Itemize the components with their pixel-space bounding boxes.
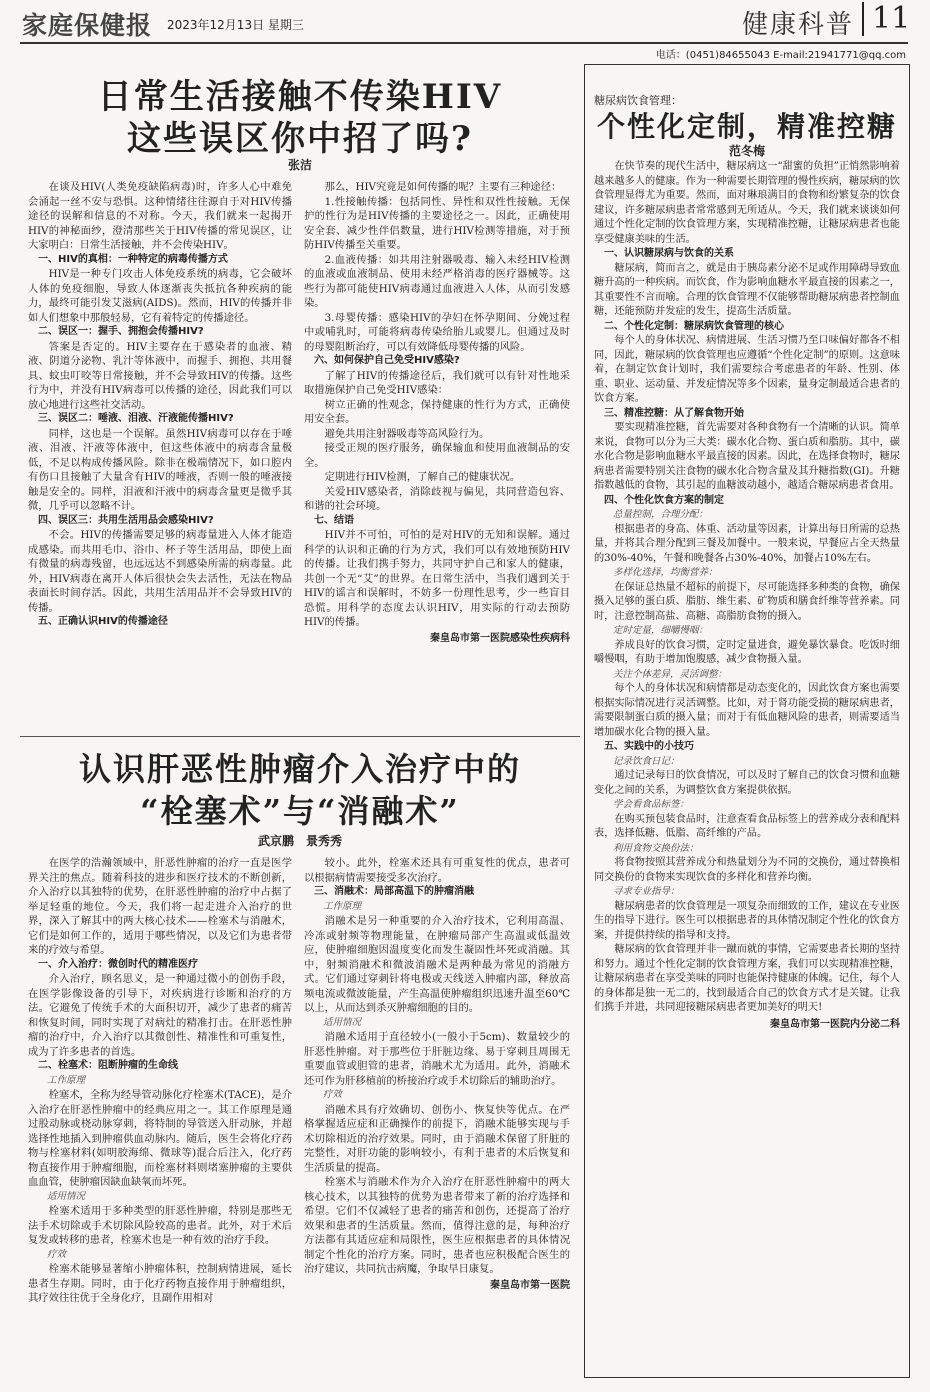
header-rule xyxy=(20,42,908,44)
article2-paragraph: 栓塞术与消融术作为介入治疗在肝恶性肿瘤中的两大核心技术，以其独特的优势为患者带来了新的治疗选择和希望。它们不仅减轻了患者的痛苦和创伤，还提高了治疗效果和患者的生活质量。然而，值得注意的是，每种治疗方法都有其适应症和局限性，医生应根据患者的具体情况制定个性化的治疗方案。同时，患者也应积极配合医生的治疗建议，共同抗击病魔，争取早日康复。 xyxy=(304,1176,570,1275)
issue-date: 2023年12月13日 星期三 xyxy=(167,18,304,32)
article1-paragraph: 接受正规的医疗服务，确保输血和使用血液制品的安全。 xyxy=(304,442,570,469)
article2-paragraph: 较小。此外，栓塞术还具有可重复性的优点，患者可以根据病情需要接受多次治疗。 xyxy=(304,857,570,884)
article1-paragraph: 同样，这也是一个误解。虽然HIV病毒可以存在于唾液、泪液、汗液等体液中，但这些体液中的病毒含量极低，不足以构成传播风险。除非在极端情况下，如口腔内有伤口且接触了大量含有HIV的唾液，否则一般的唾液接触是安全的。同样，泪液和汗液中的病毒含量更是微乎其微，几乎可以忽略不计。 xyxy=(28,427,292,512)
article3-paragraph: 糖尿病，简而言之，就是由于胰岛素分泌不足或作用障碍导致血糖升高的一种疾病。而饮食，作为影响血糖水平最直接的因素之一，其重要性不言而喻。合理的饮食管理不仅能够帮助糖尿病患者控制血糖，还能预防并发症的发生，提高生活质量。 xyxy=(594,262,900,317)
article2-paragraph: 栓塞术适用于多种类型的肝恶性肿瘤，特别是那些无法手术切除或手术切除风险较高的患者。此外，对于术后复发或转移的患者，栓塞术也是一种有效的治疗手段。 xyxy=(28,1205,292,1246)
contact-info: 电话：(0451)84655043 E-mail:21941771@qq.com xyxy=(655,50,906,61)
article3-kicker: 糖尿病饮食管理： xyxy=(594,94,682,107)
article1-title xyxy=(20,76,580,160)
article1-paragraph: 定期进行HIV检测，了解自己的健康状况。 xyxy=(324,471,521,483)
article2-title xyxy=(20,748,580,832)
article1-paragraph: 在谈及HIV(人类免疫缺陷病毒)时，许多人心中难免会涌起一丝不安与恐惧。这种情绪往往源自于对HIV传播途径的误解和信息的不对称。今天，我们就来一起揭开HIV的神秘面纱，澄清那些关于HIV传播的常见误区，让大家明白：日常生活接触，并不会传染HIV。 xyxy=(28,181,292,251)
article3-author: 范冬梅 xyxy=(728,144,765,158)
article3-paragraph: 在快节奏的现代生活中，糖尿病这一“甜蜜的负担”正悄然影响着越来越多人的健康。作为一种需要长期管理的慢性疾病，糖尿病的饮食管理显得尤为重要。然而，面对琳琅满目的食物和纷繁复杂的饮食建议，许多糖尿病患者常常感到无所适从。今天，我们就来谈谈如何通过个性化定制的饮食管理方案，实现精准控糖，让糖尿病患者也能享受健康美味的生活。 xyxy=(594,161,900,245)
article1-paragraph: HIV并不可怕，可怕的是对HIV的无知和误解。通过科学的认识和正确的行为方式，我们可以有效地预防HIV的传播。让我们携手努力，共同守护自己和家人的健康，共创一个无“艾”的世界。在日常生活中，当我们遇到关于HIV的谣言和误解时，不妨多一份理性思考，少一些盲目恐慌。用科学的态度去认识HIV，用实际的行动去预防HIV的传播。 xyxy=(304,529,570,628)
article1-paragraph: 答案是否定的。HIV主要存在于感染者的血液、精液、阴道分泌物、乳汁等体液中，而握手、拥抱、共用餐具、蚊虫叮咬等日常接触，并不会导致HIV的传播。这些行为中，并没有HIV病毒可以传播的途径，因此我们可以放心地进行这些社交活动。 xyxy=(28,340,292,411)
article1-title-line2: 这些误区你中招了吗? xyxy=(127,119,473,159)
article3-title: 个性化定制，精准控糖 xyxy=(596,110,897,143)
article3-paragraph: 根据患者的身高、体重、活动量等因素，计算出每日所需的总热量，并将其合理分配到三餐及加餐中。一般来说，早餐应占全天热量的30%-40%，午餐和晚餐各占30%-40%，加餐占10%左右。 xyxy=(594,523,900,564)
article1-paragraph: 1.性接触传播：包括同性、异性和双性性接触。无保护的性行为是HIV传播的主要途径之一。因此，正确使用安全套、减少性伴侣数量，进行HIV检测等措施，对于预防HIV传播至关重要。 xyxy=(304,195,570,251)
article3-paragraph: 养成良好的饮食习惯，定时定量进食，避免暴饮暴食。吃饭时细嚼慢咽，有助于增加饱腹感，减少食物摄入量。 xyxy=(594,639,900,665)
article3-paragraph: 在购买预包装食品时，注意查看食品标签上的营养成分表和配料表，选择低糖、低脂、高纤维的产品。 xyxy=(594,813,900,839)
article1-paragraph: 不会。HIV的传播需要足够的病毒量进入人体才能造成感染。而共用毛巾、浴巾、杯子等生活用品，即使上面有微量的病毒残留，也远远达不到感染所需的病毒量。此外，HIV病毒在离开人体后很快会失去活性，无法在物品表面长时间存活。因此，共用生活用品并不会导致HIV的传播。 xyxy=(28,529,292,614)
article1-source-credit: 秦皇岛市第一医院感染性疾病科 xyxy=(430,632,570,644)
article3-section-heading: 三、精准控糖：从了解食物开始 xyxy=(604,407,744,419)
article3-subheading: 学会看食品标签： xyxy=(613,799,690,810)
article3-paragraph: 糖尿病的饮食管理并非一蹴而就的事情，它需要患者长期的坚持和努力。通过个性化定制的饮食管理方案，我们可以实现精准控糖，让糖尿病患者在享受美味的同时也能保持健康的体魄。记住，每个人的身体都是独一无二的，找到最适合自己的饮食方式才是关键。让我们携手并进，共同迎接糖尿病患者更加美好的明天! xyxy=(594,944,900,1013)
article3-paragraph: 每个人的身体状况、病情进展、生活习惯乃至口味偏好都各不相同，因此，糖尿病的饮食管理也应遵循“个性化定制”的原则。这意味着，在制定饮食计划时，我们需要综合考虑患者的年龄、性别、体重、职业、运动量、并发症情况等多个因素，量身定制最适合患者的饮食方案。 xyxy=(594,335,900,404)
article2-section-heading: 二、栓塞术：阻断肿瘤的生命线 xyxy=(38,1060,178,1071)
article2-title-line2: “栓塞术”与“消融术” xyxy=(140,792,460,830)
article3-subheading: 记录饮食日记： xyxy=(613,755,680,767)
article3-section-heading: 五、实践中的小技巧 xyxy=(604,741,694,752)
article3-section-heading: 二、个性化定制：糖尿病饮食管理的核心 xyxy=(604,320,784,332)
article1-section-heading: 七、结语 xyxy=(314,514,354,526)
article2-paragraph: 消融术是另一种重要的介入治疗技术，它利用高温、冷冻或射频等物理能量，在肿瘤局部产生高温或低温效应，使肿瘤细胞因温度变化而发生凝固性坏死或消融。其中，射频消融术和微波消融术是两种最为常见的消融方式。它们通过穿刺针将电极或天线送入肿瘤内部，释放高频电流或微波能量，产生高温使肿瘤组织迅速升温至60℃以上，从而达到杀灭肿瘤细胞的目的。 xyxy=(304,915,570,1014)
article2-paragraph: 介入治疗，顾名思义，是一种通过微小的创伤手段，在医学影像设备的引导下，对疾病进行诊断和治疗的方法。它避免了传统手术的大面积切开，减少了患者的痛苦和恢复时间，同时实现了对病灶的精准打击。在肝恶性肿瘤的治疗中，介入治疗以其微创性、精准性和可重复性，成为了许多患者的首选。 xyxy=(28,973,292,1058)
article-divider xyxy=(20,736,580,737)
article1-paragraph: HIV是一种专门攻击人体免疫系统的病毒，它会破坏人体的免疫细胞，导致人体逐渐丧失抵抗各种疾病的能力，最终可能引发艾滋病(AIDS)。然而，HIV的传播并非如人们想象中那般轻易，它有着特定的传播途径。 xyxy=(28,268,292,324)
article3-subheading: 寻求专业指导： xyxy=(613,886,680,897)
article3-subheading: 关注个体差异，灵活调整： xyxy=(613,668,728,680)
article2-subheading: 适用情况 xyxy=(323,1016,362,1028)
article2-title-line1: 认识肝恶性肿瘤介入治疗中的 xyxy=(78,750,521,788)
article1-section-heading: 六、如何保护自己免受HIV感染? xyxy=(314,355,460,366)
page-number: 11 xyxy=(862,2,910,36)
article1-paragraph: 那么，HIV究竟是如何传播的呢？主要有三种途径： xyxy=(324,181,562,193)
article1-paragraph: 关爱HIV感染者，消除歧视与偏见，共同营造包容、和谐的社会环境。 xyxy=(304,485,570,512)
article3-column xyxy=(594,160,900,1372)
article1-section-heading: 二、误区一：握手、拥抱会传播HIV? xyxy=(38,326,204,337)
article3-paragraph: 在保证总热量不超标的前提下，尽可能选择多种类的食物，确保摄入足够的蛋白质、脂肪、维生素、矿物质和膳食纤维等营养素。同时，注意控制高盐、高糖、高脂肪食物的摄入。 xyxy=(594,581,900,622)
article2-subheading: 工作原理 xyxy=(323,900,362,912)
section-title: 健康科普 xyxy=(742,10,855,40)
article3-paragraph: 糖尿病患者的饮食管理是一项复杂而细致的工作，建议在专业医生的指导下进行。医生可以根据患者的具体情况制定个性化的饮食方案，并提供持续的指导和支持。 xyxy=(594,900,900,941)
article1-paragraph: 3.母婴传播：感染HIV的孕妇在怀孕期间、分娩过程中或哺乳时，可能将病毒传染给胎儿或婴儿。但通过及时的母婴阻断治疗，可以有效降低母婴传播的风险。 xyxy=(304,311,570,353)
article2-subheading: 适用情况 xyxy=(47,1190,86,1202)
article3-paragraph: 通过记录每日的饮食情况，可以及时了解自己的饮食习惯和血糖变化之间的关系，为调整饮食方案提供依据。 xyxy=(594,770,900,796)
article2-section-heading: 三、消融术：局部高温下的肿瘤消融 xyxy=(314,886,474,897)
article3-paragraph: 每个人的身体状况和病情都是动态变化的，因此饮食方案也需要根据实际情况进行灵活调整。比如，对于肾功能受损的糖尿病患者，需要限制蛋白质的摄入量；而对于有低血糖风险的患者，则需要适当增加碳水化合物的摄入量。 xyxy=(594,683,900,738)
article3-subheading: 定时定量，细嚼慢咽： xyxy=(613,625,709,636)
article1-column-2 xyxy=(304,180,570,726)
article1-paragraph: 了解了HIV的传播途径后，我们就可以有针对性地采取措施保护自己免受HIV感染： xyxy=(304,369,570,396)
article1-section-heading: 五、正确认识HIV的传播途径 xyxy=(38,616,168,627)
article2-subheading: 疗效 xyxy=(323,1089,343,1100)
article1-section-heading: 四、误区三：共用生活用品会感染HIV? xyxy=(38,514,214,526)
newspaper-name: 家庭保健报 xyxy=(22,11,153,40)
article3-subheading: 多样化选择，均衡营养： xyxy=(613,567,718,578)
article3-paragraph: 要实现精准控糖，首先需要对各种食物有一个清晰的认识。简单来说，食物可以分为三大类：碳水化合物、蛋白质和脂肪。其中，碳水化合物是影响血糖水平最直接的因素。因此，在选择食物时，糖尿病患者需要特别关注食物的碳水化合物含量及其升糖指数(GI)。升糖指数越低的食物，其引起的血糖波动越小，越适合糖尿病患者食用。 xyxy=(594,422,900,491)
article2-author: 武京鹏 景秀秀 xyxy=(257,834,342,848)
article1-column-1 xyxy=(28,180,292,726)
article1-section-heading: 一、HIV的真相：一种特定的病毒传播方式 xyxy=(38,253,228,265)
article3-subheading: 利用食物交换份法： xyxy=(613,842,699,854)
article3-section-heading: 四、个性化饮食方案的制定 xyxy=(604,494,724,506)
article3-source-credit: 秦皇岛市第一医院内分泌二科 xyxy=(770,1018,900,1030)
article3-subheading: 总量控制，合理分配： xyxy=(613,509,709,520)
article2-column-2 xyxy=(304,856,570,1376)
article1-paragraph: 树立正确的性观念，保持健康的性行为方式，正确使用安全套。 xyxy=(304,398,570,425)
article2-paragraph: 栓塞术，全称为经导管动脉化疗栓塞术(TACE)，是介入治疗在肝恶性肿瘤中的经典应用之一。其工作原理是通过股动脉或桡动脉穿刺，将特制的导管送入肝动脉，并超选择性地插入到肿瘤供血动脉内。随后，医生会将化疗药物与栓塞材料(如明胶海绵、微球等)混合后注入，化疗药物直接作用于肿瘤细胞，而栓塞材料则堵塞肿瘤的主要供血血管，使肿瘤因缺血缺氧而坏死。 xyxy=(28,1089,292,1188)
article2-section-heading: 一、介入治疗：微创时代的精准医疗 xyxy=(38,958,198,970)
article1-section-heading: 三、误区二：唾液、泪液、汗液能传播HIV? xyxy=(38,413,234,424)
article3-paragraph: 将食物按照其营养成分和热量划分为不同的交换份，通过替换相同交换份的食物来实现饮食的多样化和营养均衡。 xyxy=(594,857,900,883)
article2-paragraph: 消融术具有疗效确切、创伤小、恢复快等优点。在严格掌握适应症和正确操作的前提下，消融术能够实现与手术切除相近的治疗效果。同时，由于消融术保留了肝脏的完整性，对肝功能的影响较小，有利于患者的术后恢复和生活质量的提高。 xyxy=(304,1103,570,1174)
article2-column-1 xyxy=(28,856,292,1376)
article2-paragraph: 栓塞术能够显著缩小肿瘤体积，控制病情进展，延长患者生存期。同时，由于化疗药物直接作用于肿瘤组织，其疗效往往优于全身化疗，且副作用相对 xyxy=(28,1263,292,1304)
article3-section-heading: 一、认识糖尿病与饮食的关系 xyxy=(604,248,734,259)
article2-paragraph: 在医学的浩瀚领域中，肝恶性肿瘤的治疗一直是医学界关注的焦点。随着科技的进步和医疗技术的不断创新，介入治疗以其独特的优势，在肝恶性肿瘤的治疗中占据了举足轻重的地位。今天，我们将一起走进介入治疗的世界，深入了解其中的两大核心技术——栓塞术与消融术，它们是如何工作的，适用于哪些情况，以及它们为患者带来的疗效与希望。 xyxy=(28,857,292,956)
article1-author: 张洁 xyxy=(287,158,312,172)
article1-title-line1: 日常生活接触不传染HIV xyxy=(97,77,503,117)
article2-paragraph: 消融术适用于直径较小(一般小于5cm)、数量较少的肝恶性肿瘤。对于那些位于肝脏边缘、易于穿刺且周围无重要血管或胆管的患者，消融术尤为适用。此外，消融术还可作为肝移植前的桥接治疗或手术切除后的辅助治疗。 xyxy=(304,1031,570,1087)
article1-paragraph: 避免共用注射器吸毒等高风险行为。 xyxy=(324,427,490,440)
article2-subheading: 疗效 xyxy=(47,1248,67,1260)
article2-subheading: 工作原理 xyxy=(47,1074,86,1086)
article1-paragraph: 2.血液传播：如共用注射器吸毒、输入未经HIV检测的血液或血液制品、使用未经严格消毒的医疗器械等。这些行为都可能使HIV病毒通过血液进入人体，从而引发感染。 xyxy=(304,253,570,309)
article2-source-credit: 秦皇岛市第一医院 xyxy=(490,1279,570,1291)
